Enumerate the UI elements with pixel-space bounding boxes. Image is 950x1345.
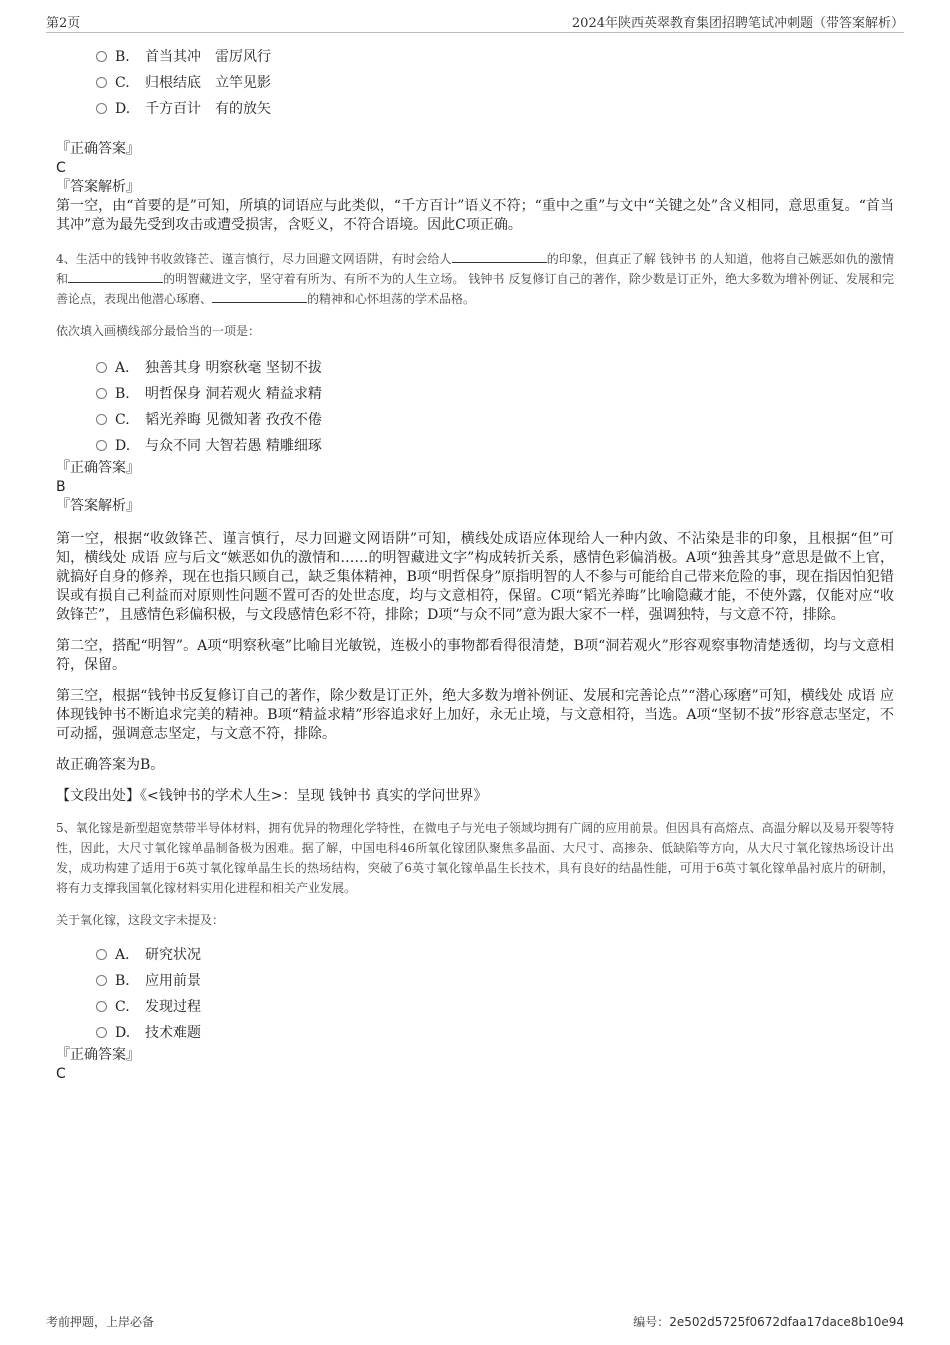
q5-option-a[interactable]: A． 研究状况 (96, 942, 894, 968)
q3-options (56, 44, 894, 122)
q4-conclusion: 故正确答案为B。 (56, 757, 165, 773)
radio-icon[interactable] (96, 440, 107, 451)
q4-answer: B (56, 479, 66, 495)
radio-icon[interactable] (96, 362, 107, 373)
q5-option-c[interactable]: C. 发现过程 (96, 994, 894, 1020)
radio-icon[interactable] (96, 1027, 107, 1038)
document-code: 编号：2e502d5725f0672dfaa17dace8b10e94 (633, 1315, 904, 1329)
q3-option-c[interactable]: C. 归根结底 立竿见影 (96, 70, 894, 96)
blank-line (212, 290, 307, 303)
q4-analysis-label: 『答案解析』 (56, 498, 140, 514)
page-number: 第2页 (46, 16, 81, 31)
q5-prompt: 关于氧化镓，这段文字未提及： (56, 913, 225, 927)
radio-icon[interactable] (96, 51, 107, 62)
radio-icon[interactable] (96, 77, 107, 88)
blank-line (452, 250, 547, 263)
radio-icon[interactable] (96, 103, 107, 114)
q3-answer: C (56, 160, 66, 176)
page-footer (46, 1313, 904, 1330)
q4-option-c[interactable]: C. 韬光养晦 见微知著 孜孜不倦 (96, 407, 894, 433)
page-header (46, 12, 904, 33)
q3-option-d[interactable]: D. 千方百计 有的放矢 (96, 96, 894, 122)
q4-options (56, 355, 894, 459)
q5-options (56, 942, 894, 1046)
q3-analysis-label: 『答案解析』 (56, 179, 140, 195)
main-content (56, 44, 894, 1084)
document-title: 2024年陕西英翠教育集团招聘笔试冲刺题（带答案解析） (571, 16, 904, 31)
q4-prompt: 依次填入画横线部分最恰当的一项是： (56, 324, 261, 338)
radio-icon[interactable] (96, 949, 107, 960)
q5-answer: C (56, 1066, 66, 1082)
radio-icon[interactable] (96, 414, 107, 425)
q4-source: 【文段出处】《<钱钟书的学术人生>：呈现 钱钟书 真实的学问世界》 (56, 788, 488, 804)
q5-stem: 5、氧化镓是新型超宽禁带半导体材料，拥有优异的物理化学特性，在微电子与光电子领域均拥有广阔的应用前景。但因具有高熔点、高温分解以及易开裂等特性，因此，大尺寸氧化镓单晶制备极为困难。据了解，中国电科46所氧化镓团队聚焦多晶面、大尺寸、高掺杂、低缺陷等方向，从大尺寸氧化镓热场设计出发，成功构建了适用于6英寸氧化镓单晶生长的热场结构，突破了6英寸氧化镓单晶生长技术，具有良好的结晶性能，可用于6英寸氧化镓单晶衬底片的研制，将有力支撑我国氧化镓材料实用化进程和相关产业发展。 (56, 821, 894, 895)
q4-answer-label: 『正确答案』 (56, 460, 140, 476)
q5-answer-label: 『正确答案』 (56, 1047, 140, 1063)
radio-icon[interactable] (96, 975, 107, 986)
q3-option-b[interactable]: B. 首当其冲 雷厉风行 (96, 44, 894, 70)
q4-analysis-para1: 第一空，根据“收敛锋芒、谨言慎行，尽力回避文网语阱”可知，横线处成语应体现给人一种内敛、不沾染是非的印象，且根据“但”可知，横线处 成语 应与后文“嫉恶如仇的激情和……的明智藏进文字”构成转折关系，感情色彩偏消极。A项“独善其身”意思是做不上官，就搞好自身的修养，现在也指只顾自己，缺乏集体精神，B项“明哲保身”原指明智的人不参与可能给自己带来危险的事，现在指因怕犯错误或有损自己利益而对原则性问题不置可否的处世态度，均与文意相符，保留。C项“韬光养晦”比喻隐藏才能，不使外露，仅能对应“收敛锋芒”，且感情色彩偏积极，与文段感情色彩不符，排除；D项“与众不同”意为跟大家不一样，强调独特，与文意不符，排除。 (56, 531, 894, 623)
radio-icon[interactable] (96, 1001, 107, 1012)
q4-stem: 4、生活中的钱钟书收敛锋芒、谨言慎行，尽力回避文网语阱，有时会给人 的印象，但真正了解 钱钟书 的人知道，他将自己嫉恶如仇的激情和 的明智藏进文字，坚守着有所为、有所不为的人生立场。 钱钟书 反复修订自己的著作，除少数是订正外，绝大多数为增补例证、发展和完善论点，表现出他潜心琢磨、 的精神和心怀坦荡的学术品格。 (56, 252, 894, 306)
q5-option-d[interactable]: D. 技术难题 (96, 1020, 894, 1046)
radio-icon[interactable] (96, 388, 107, 399)
q5-option-b[interactable]: B. 应用前景 (96, 968, 894, 994)
q3-analysis: 第一空，由“首要的是”可知，所填的词语应与此类似，“千方百计”语义不符；“重中之重”与文中“关键之处”含义相同，意思重复。“首当其冲”意为最先受到攻击或遭受损害，含贬义，不符合语境。因此C项正确。 (56, 198, 894, 233)
q3-answer-label: 『正确答案』 (56, 141, 140, 157)
q4-analysis-para2: 第二空，搭配“明智”。A项“明察秋毫”比喻目光敏锐，连极小的事物都看得很清楚，B项“洞若观火”形容观察事物清楚透彻，均与文意相符，保留。 (56, 638, 894, 673)
blank-line (68, 270, 163, 283)
q4-option-d[interactable]: D. 与众不同 大智若愚 精雕细琢 (96, 433, 894, 459)
q4-analysis-para3: 第三空，根据“钱钟书反复修订自己的著作，除少数是订正外，绝大多数为增补例证、发展和完善论点”“潜心琢磨”可知，横线处 成语 应体现钱钟书不断追求完美的精神。B项“精益求精”形容追求好上加好，永无止境，与文意相符，当选。A项“坚韧不拔”形容意志坚定，不可动摇，强调意志坚定，与文意不符，排除。 (56, 688, 894, 742)
footer-slogan: 考前押题，上岸必备 (46, 1315, 155, 1329)
q4-option-a[interactable]: A． 独善其身 明察秋毫 坚韧不拔 (96, 355, 894, 381)
q4-option-b[interactable]: B. 明哲保身 洞若观火 精益求精 (96, 381, 894, 407)
